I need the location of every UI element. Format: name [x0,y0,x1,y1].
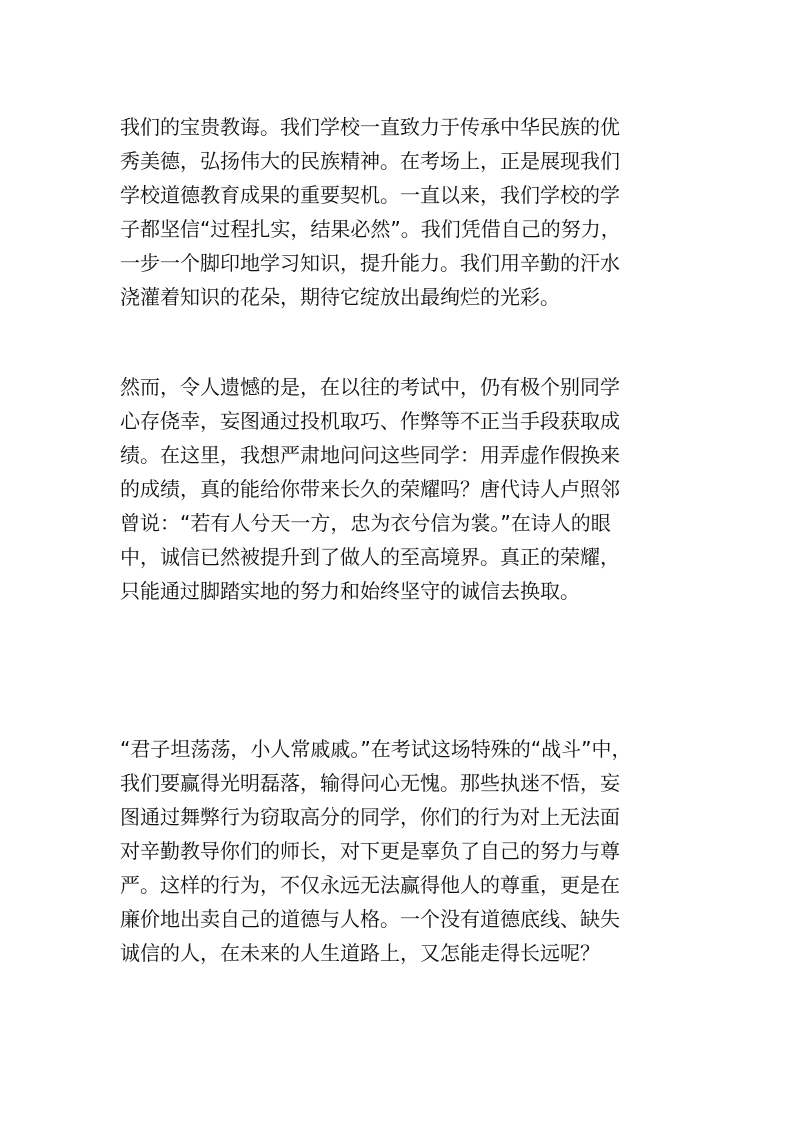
paragraph-line: 的成绩，真的能给你带来长久的荣耀吗？唐代诗人卢照邻 [120,477,620,501]
paragraph-line: 中，诚信已然被提升到了做人的至高境界。真正的荣耀， [120,545,620,569]
paragraph-line: 严。这样的行为，不仅永远无法赢得他人的尊重，更是在 [120,873,620,897]
paragraph-line: 学校道德教育成果的重要契机。一直以来，我们学校的学 [120,183,620,207]
paragraph-line: 浇灌着知识的花朵，期待它绽放出最绚烂的光彩。 [120,285,560,309]
paragraph-line: 只能通过脚踏实地的努力和始终坚守的诚信去换取。 [120,579,580,603]
paragraph-line: 一步一个脚印地学习知识，提升能力。我们用辛勤的汗水 [120,251,620,275]
paragraph-line: 然而，令人遗憾的是，在以往的考试中，仍有极个别同学 [120,375,620,399]
paragraph-line: 廉价地出卖自己的道德与人格。一个没有道德底线、缺失 [120,907,620,931]
paragraph-1 [120,110,680,314]
paragraph-2 [120,370,680,608]
paragraph-line: 图通过舞弊行为窃取高分的同学，你们的行为对上无法面 [120,805,620,829]
paragraph-line: 子都坚信“过程扎实，结果必然”。我们凭借自己的努力， [120,217,621,241]
paragraph-line: 对辛勤教导你们的师长，对下更是辜负了自己的努力与尊 [120,839,620,863]
paragraph-line: 我们要赢得光明磊落，输得问心无愧。那些执迷不悟，妄 [120,771,620,795]
paragraph-line: 心存侥幸，妄图通过投机取巧、作弊等不正当手段获取成 [120,409,620,433]
paragraph-line: 曾说：“若有人兮天一方，忠为衣兮信为裳。”在诗人的眼 [120,511,611,535]
paragraph-line: 我们的宝贵教诲。我们学校一直致力于传承中华民族的优 [120,115,620,139]
paragraph-3 [120,732,680,970]
paragraph-line: 诚信的人，在未来的人生道路上，又怎能走得长远呢？ [120,941,600,965]
paragraph-line: “君子坦荡荡，小人常戚戚。”在考试这场特殊的“战斗”中， [120,737,632,761]
paragraph-line: 秀美德，弘扬伟大的民族精神。在考场上，正是展现我们 [120,149,620,173]
paragraph-line: 绩。在这里，我想严肃地问问这些同学：用弄虚作假换来 [120,443,620,467]
